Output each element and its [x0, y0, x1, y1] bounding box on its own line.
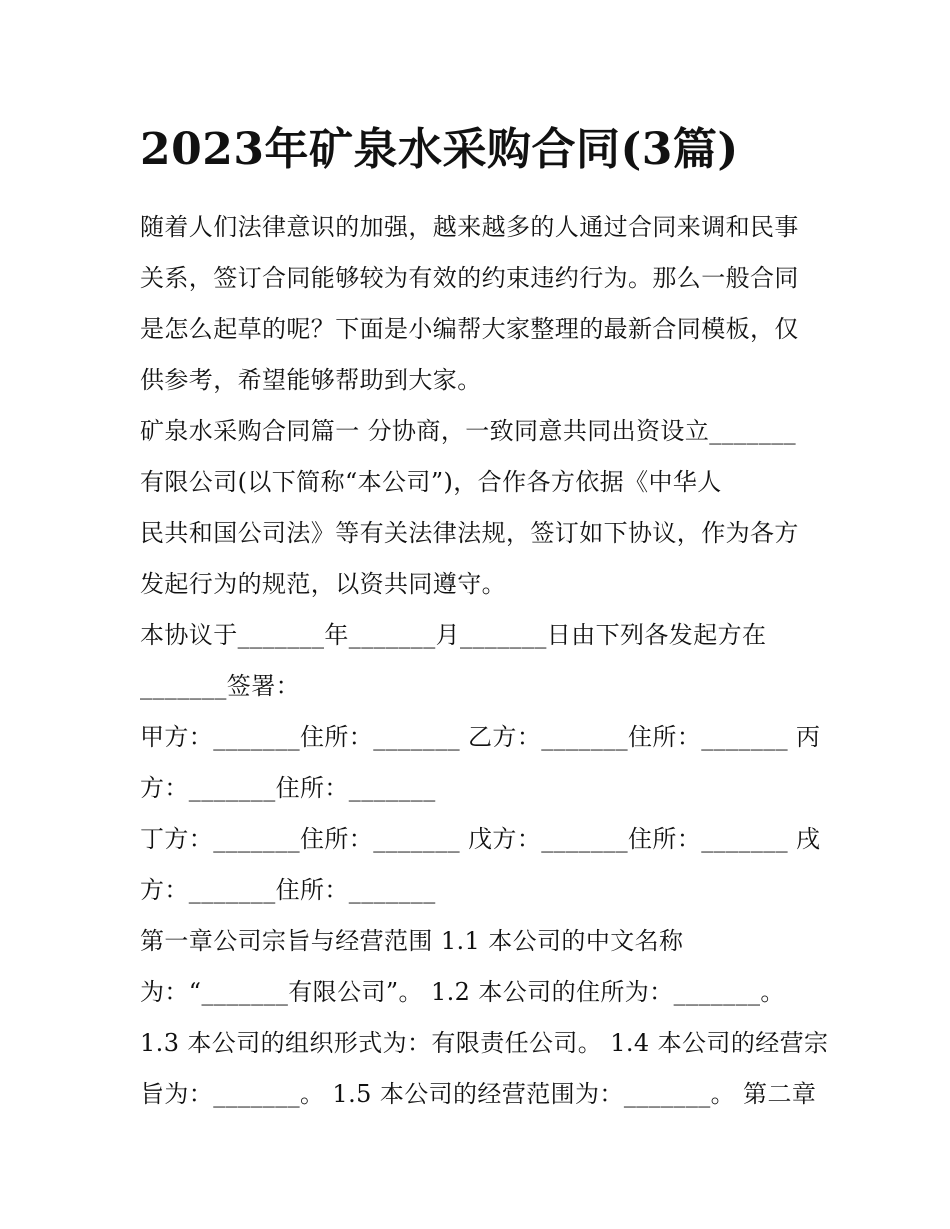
document-body [140, 202, 829, 1120]
body-line: 为：“_______有限公司”。 1.2 本公司的住所为：_______。 [140, 978, 785, 1006]
body-line: _______签署： [140, 672, 300, 700]
body-line: 矿泉水采购合同篇一 分协商，一致同意共同出资设立_______ [140, 417, 797, 445]
body-line: 关系，签订合同能够较为有效的约束违约行为。那么一般合同 [140, 264, 799, 292]
body-line: 1.3 本公司的组织形式为：有限责任公司。 1.4 本公司的经营宗 [140, 1029, 829, 1057]
body-line: 第一章公司宗旨与经营范围 1.1 本公司的中文名称 [140, 927, 684, 955]
body-line: 随着人们法律意识的加强，越来越多的人通过合同来调和民事 [140, 213, 799, 241]
body-line: 发起行为的规范，以资共同遵守。 [140, 570, 506, 598]
body-line: 丁方：_______住所：_______ 戊方：_______住所：_______ 戌 [140, 825, 821, 853]
body-line: 是怎么起草的呢？下面是小编帮大家整理的最新合同模板，仅 [140, 315, 799, 343]
body-line: 旨为：_______。 1.5 本公司的经营范围为：_______。 第二章 [140, 1080, 817, 1108]
body-line: 甲方：_______住所：_______ 乙方：_______住所：_______ 丙 [140, 723, 821, 751]
body-line: 供参考，希望能够帮助到大家。 [140, 366, 482, 394]
document-title: 2023年矿泉水采购合同(3篇) [140, 124, 739, 175]
document-page [140, 118, 829, 1120]
body-line: 有限公司(以下简称“本公司”)，合作各方依据《中华人 [140, 468, 722, 496]
body-line: 方：_______住所：_______ [140, 774, 436, 802]
body-line: 本协议于_______年_______月_______日由下列各发起方在 [140, 621, 767, 649]
body-line: 方：_______住所：_______ [140, 876, 436, 904]
body-line: 民共和国公司法》等有关法律法规，签订如下协议，作为各方 [140, 519, 799, 547]
